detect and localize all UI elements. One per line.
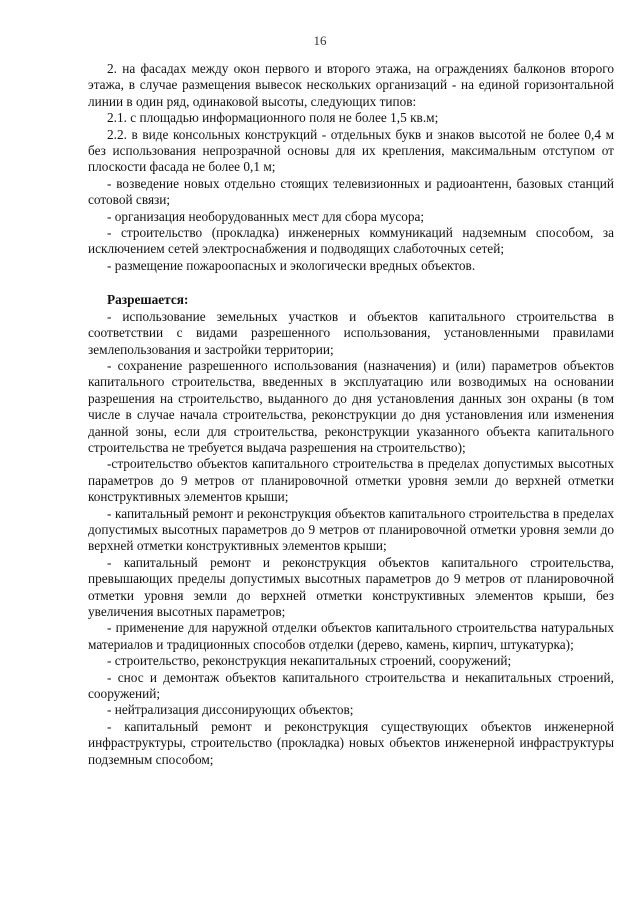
paragraph: - использование земельных участков и объектов капитального строительства в соответствии с видами разрешенного использования, установленными правилами землепользования и застройки территории; (88, 308, 614, 357)
page-number: 16 (313, 33, 327, 48)
paragraph: - снос и демонтаж объектов капитального строительства и некапитальных строений, сооружений; (88, 669, 614, 702)
section-spacer (88, 274, 614, 292)
paragraph: - строительство, реконструкция некапитальных строений, сооружений; (107, 653, 512, 669)
paragraph: 2.2. в виде консольных конструкций - отдельных букв и знаков высотой не более 0,4 м без использования непрозрачной основы для их крепления, максимальным отступом от плоскости фасада не более 0,1 м; (88, 126, 614, 175)
paragraph: - возведение новых отдельно стоящих телевизионных и радиоантенн, базовых станций сотовой связи; (88, 175, 614, 208)
paragraph: 2.1. с площадью информационного поля не более 1,5 кв.м; (107, 110, 439, 126)
paragraph: -строительство объектов капитального строительства в пределах допустимых высотных параметров до 9 метров от планировочной отметки уровня земли до верхней отметки конструктивных элементов крыши; (88, 456, 614, 505)
paragraph: - сохранение разрешенного использования (назначения) и (или) параметров объектов капитального строительства, введенных в эксплуатацию или возводимых на основании разрешения на строительство, выданного до дня установления данных зон охраны (в том числе в случае начала строительства, реконструкции до дня установления или изменения данной зоны, если для строительства, реконструкции указанного объекта капитального строительства не требуется выдача разрешения на строительство); (88, 357, 614, 455)
document-body (88, 61, 614, 768)
paragraph: - размещение пожароопасных и экологически вредных объектов. (107, 257, 476, 273)
section-heading: Разрешается: (107, 292, 189, 308)
paragraph: - применение для наружной отделки объектов капитального строительства натуральных материалов и традиционных способов отделки (дерево, камень, кирпич, штукатурка); (88, 620, 614, 652)
paragraph: - капитальный ремонт и реконструкция объектов капитального строительства в пределах допустимых высотных параметров до 9 метров от планировочной отметки уровня земли до верхней отметки конструктивных элементов крыши; (88, 505, 614, 554)
paragraph: - организация необорудованных мест для сбора мусора; (107, 208, 425, 224)
paragraph: - капитальный ремонт и реконструкция существующих объектов инженерной инфраструктуры, строительство (прокладка) новых объектов инженерной инфраструктуры подземным способом; (88, 718, 614, 767)
paragraph: - строительство (прокладка) инженерных коммуникаций надземным способом, за исключением сетей электроснабжения и подводящих слаботочных сетей; (88, 225, 614, 257)
paragraph: 2. на фасадах между окон первого и второго этажа, на ограждениях балконов второго этажа, в случае размещения вывесок нескольких организаций - на единой горизонтальной линии в один ряд, одинаковой высоты, следующих типов: (88, 61, 614, 109)
paragraph: - капитальный ремонт и реконструкция объектов капитального строительства, превышающих пределы допустимых высотных параметров до 9 метров от планировочной отметки уровня земли до верхней отметки конструктивных элементов крыши, без увеличения высотных параметров; (88, 554, 614, 619)
paragraph: - нейтрализация диссонирующих объектов; (107, 702, 354, 718)
